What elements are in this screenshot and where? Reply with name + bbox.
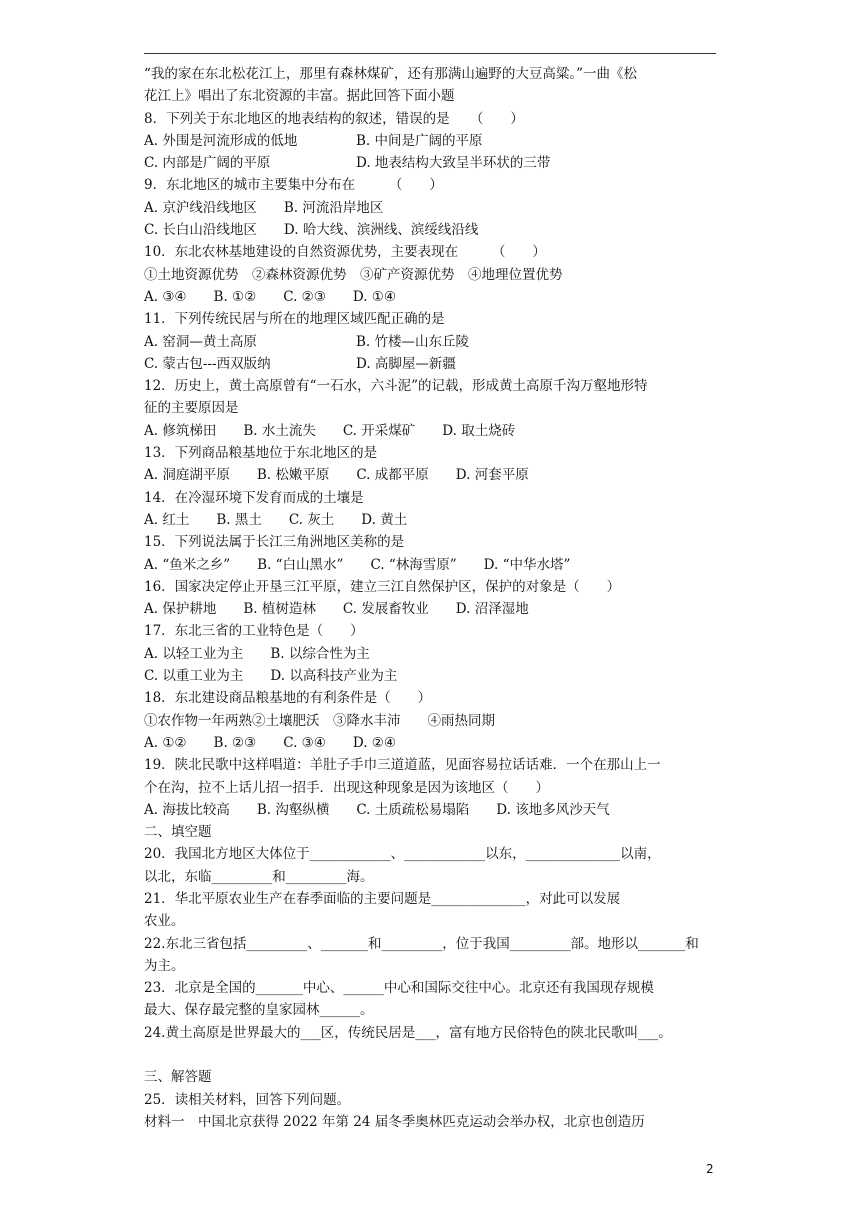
question-20: 20．我国北方地区大体位于____________、____________以东，______________以南， (144, 846, 661, 863)
question-14-stem: 14．在冷湿环境下发育而成的土壤是 (144, 489, 364, 506)
question-13-stem: 13．下列商品粮基地位于东北地区的是 (144, 445, 378, 462)
question-19-options: A. 海拔比较高 B. 沟壑纵横 C. 土质疏松易塌陷 D. 该地多风沙天气 (144, 801, 610, 818)
question-12-stem: 12．历史上，黄土高原曾有“一石水，六斗泥”的记载，形成黄土高原千沟万壑地形特 (144, 378, 648, 395)
question-25-material-1: 材料一 中国北京获得 2022 年第 24 届冬季奥林匹克运动会举办权，北京也创造历 (144, 1113, 645, 1130)
question-17-stem: 17．东北三省的工业特色是（ ） (144, 623, 364, 640)
question-19-stem: 19．陕北民歌中这样唱道：羊肚子手巾三道道蓝，见面容易拉话话难．一个在那山上一 (144, 757, 661, 774)
question-19-stem: 个在沟，拉不上话儿招一招手．出现这种现象是因为该地区（ ） (144, 779, 549, 796)
question-12-stem: 征的主要原因是 (144, 400, 239, 417)
option-d: D. 地表结构大致呈半环状的三带 (356, 155, 551, 172)
question-23: 最大、保存最完整的皇家园林______。 (144, 1002, 374, 1019)
question-8-options (144, 152, 716, 174)
question-9-options: C. 长白山沿线地区 D. 哈大线、滨洲线、滨绥线沿线 (144, 222, 479, 239)
question-18-stem: 18．东北建设商品粮基地的有利条件是（ ） (144, 690, 432, 707)
section-heading-answer: 三、解答题 (144, 1069, 212, 1086)
question-18-options: A. ①② B. ②③ C. ③④ D. ②④ (144, 734, 397, 751)
question-21: 农业。 (144, 913, 185, 930)
option-d: D. 高脚屋—新疆 (356, 355, 456, 372)
question-11-options (144, 331, 716, 353)
question-14-options: A. 红土 B. 黑土 C. 灰土 D. 黄土 (144, 511, 408, 528)
question-24: 24.黄土高原是世界最大的___区，传统民居是___，富有地方民俗特色的陕北民歌叫___。 (144, 1024, 672, 1041)
option-b: B. 竹楼—山东丘陵 (356, 333, 470, 350)
question-13-options: A. 洞庭湖平原 B. 松嫩平原 C. 成都平原 D. 河套平原 (144, 467, 529, 484)
question-23: 23．北京是全国的_______中心、______中心和国际交往中心。北京还有我国现存规模 (144, 980, 654, 997)
intro-line: 花江上》唱出了东北资源的丰富。据此回答下面小题 (144, 88, 455, 105)
question-15-options: A. “鱼米之乡” B. “白山黑水” C. “林海雪原” D. “中华水塔” (144, 556, 571, 573)
question-20: 以北，东临_________和_________海。 (144, 868, 374, 885)
question-11-stem: 11．下列传统民居与所在的地理区域匹配正确的是 (144, 311, 445, 328)
question-16-stem: 16．国家决定停止开垦三江平原，建立三江自然保护区，保护的对象是（ ） (144, 578, 621, 595)
top-rule (144, 53, 716, 54)
question-10-items: ①土地资源优势 ②森林资源优势 ③矿产资源优势 ④地理位置优势 (144, 266, 563, 283)
question-16-options: A. 保护耕地 B. 植树造林 C. 发展畜牧业 D. 沼泽湿地 (144, 601, 529, 618)
exam-content (144, 63, 716, 1133)
question-18-items: ①农作物一年两熟②土壤肥沃 ③降水丰沛 ④雨热同期 (144, 712, 495, 729)
question-8-options (144, 130, 716, 152)
section-heading-fill-in: 二、填空题 (144, 824, 212, 841)
question-11-options (144, 353, 716, 375)
option-c: C. 内部是广阔的平原 (144, 155, 271, 172)
option-c: C. 蒙古包---西双版纳 (144, 355, 271, 372)
question-17-options: A. 以轻工业为主 B. 以综合性为主 (144, 645, 370, 662)
question-9-stem: 9．东北地区的城市主要集中分布在 （ ） (144, 177, 443, 194)
option-a: A. 外围是河流形成的低地 (144, 132, 298, 149)
question-10-stem: 10．东北农林基地建设的自然资源优势，主要表现在 （ ） (144, 244, 546, 261)
spacer (144, 1044, 716, 1066)
question-8-stem: 8．下列关于东北地区的地表结构的叙述，错误的是 （ ） (144, 110, 524, 127)
question-9-options: A. 京沪线沿线地区 B. 河流沿岸地区 (144, 199, 384, 216)
question-17-options: C. 以重工业为主 D. 以高科技产业为主 (144, 668, 398, 685)
option-b: B. 中间是广阔的平原 (356, 132, 483, 149)
question-22: 22.东北三省包括_________、_______和_________，位于我国_________部。地形以_______和 (144, 935, 699, 952)
question-12-options: A. 修筑梯田 B. 水土流失 C. 开采煤矿 D. 取土烧砖 (144, 422, 516, 439)
question-25-stem: 25．读相关材料，回答下列问题。 (144, 1091, 351, 1108)
question-22: 为主。 (144, 957, 185, 974)
page-number: 2 (706, 1162, 714, 1176)
question-15-stem: 15．下列说法属于长江三角洲地区美称的是 (144, 534, 405, 551)
question-10-options: A. ③④ B. ①② C. ②③ D. ①④ (144, 288, 397, 305)
question-21: 21．华北平原农业生产在春季面临的主要问题是______________，对此可以发展 (144, 890, 621, 907)
intro-line: “我的家在东北松花江上，那里有森林煤矿，还有那满山遍野的大豆高粱。”一曲《松 (144, 66, 638, 82)
option-a: A. 窑洞—黄土高原 (144, 333, 257, 350)
